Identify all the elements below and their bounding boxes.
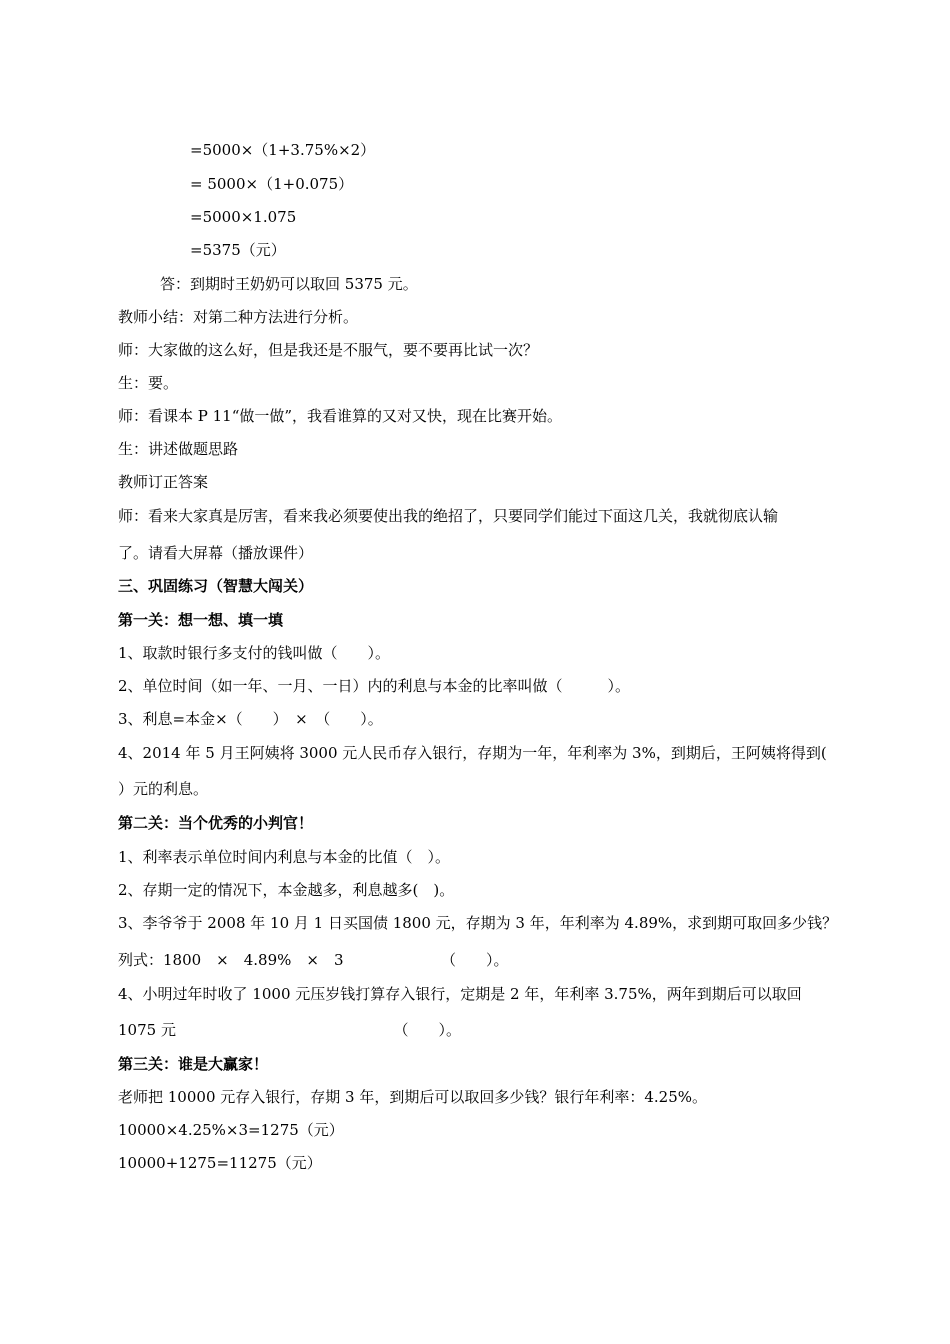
level-2-item: 4、小明过年时收了 1000 元压岁钱打算存入银行，定期是 2 年，年利率 3.75%，两年到期后可以取回 bbox=[118, 985, 802, 1003]
level-3-item: 10000+1275=11275（元） bbox=[118, 1154, 322, 1172]
dialogue-line: 师：大家做的这么好，但是我还是不服气，要不要再比试一次？ bbox=[118, 341, 539, 359]
level-3-title: 第三关：谁是大赢家！ bbox=[118, 1055, 269, 1073]
level-1-item: ）元的利息。 bbox=[118, 780, 209, 798]
level-2-item: 1、利率表示单位时间内利息与本金的比值（ ）。 bbox=[118, 848, 451, 866]
level-1-item: 2、单位时间（如一年、一月、一日）内的利息与本金的比率叫做（ ）。 bbox=[118, 677, 631, 695]
dialogue-line: 生：讲述做题思路 bbox=[118, 440, 239, 458]
calc-line: =5375（元） bbox=[190, 241, 286, 259]
section-title: 三、巩固练习（智慧大闯关） bbox=[118, 577, 314, 595]
level-1-item: 3、利息=本金×（ ） × （ ）。 bbox=[118, 710, 383, 728]
answer-line: 答：到期时王奶奶可以取回 5375 元。 bbox=[160, 275, 418, 293]
dialogue-line: 师：看来大家真是厉害，看来我必须要使出我的绝招了，只要同学们能过下面这几关，我就彻底认输 bbox=[118, 507, 779, 525]
level-2-item: 列式：1800 × 4.89% × 3 （ ）。 bbox=[118, 951, 509, 969]
dialogue-line: 生：要。 bbox=[118, 374, 179, 392]
dialogue-line: 教师小结：对第二种方法进行分析。 bbox=[118, 308, 359, 326]
level-1-item: 1、取款时银行多支付的钱叫做（ ）。 bbox=[118, 644, 391, 662]
level-2-item: 1075 元 （ ）。 bbox=[118, 1021, 461, 1039]
level-3-item: 老师把 10000 元存入银行，存期 3 年，到期后可以取回多少钱？银行年利率：4.25%。 bbox=[118, 1088, 707, 1106]
level-2-title: 第二关：当个优秀的小判官！ bbox=[118, 814, 314, 832]
level-3-item: 10000×4.25%×3=1275（元） bbox=[118, 1121, 344, 1139]
level-1-item: 4、2014 年 5 月王阿姨将 3000 元人民币存入银行，存期为一年，年利率为 3%，到期后，王阿姨将得到( bbox=[118, 744, 827, 762]
calc-line: =5000×（1+3.75%×2） bbox=[190, 141, 376, 159]
level-2-item: 2、存期一定的情况下，本金越多，利息越多( )。 bbox=[118, 881, 455, 899]
calc-line: =5000×1.075 bbox=[190, 208, 297, 226]
calc-line: = 5000×（1+0.075） bbox=[190, 175, 354, 193]
dialogue-line: 了。请看大屏幕（播放课件） bbox=[118, 544, 314, 562]
dialogue-line: 教师订正答案 bbox=[118, 473, 209, 491]
level-2-item: 3、李爷爷于 2008 年 10 月 1 日买国债 1800 元，存期为 3 年，年利率为 4.89%，求到期可取回多少钱？ bbox=[118, 914, 838, 932]
level-1-title: 第一关：想一想、填一填 bbox=[118, 611, 284, 629]
dialogue-line: 师：看课本 P 11“做一做”，我看谁算的又对又快，现在比赛开始。 bbox=[118, 407, 563, 425]
